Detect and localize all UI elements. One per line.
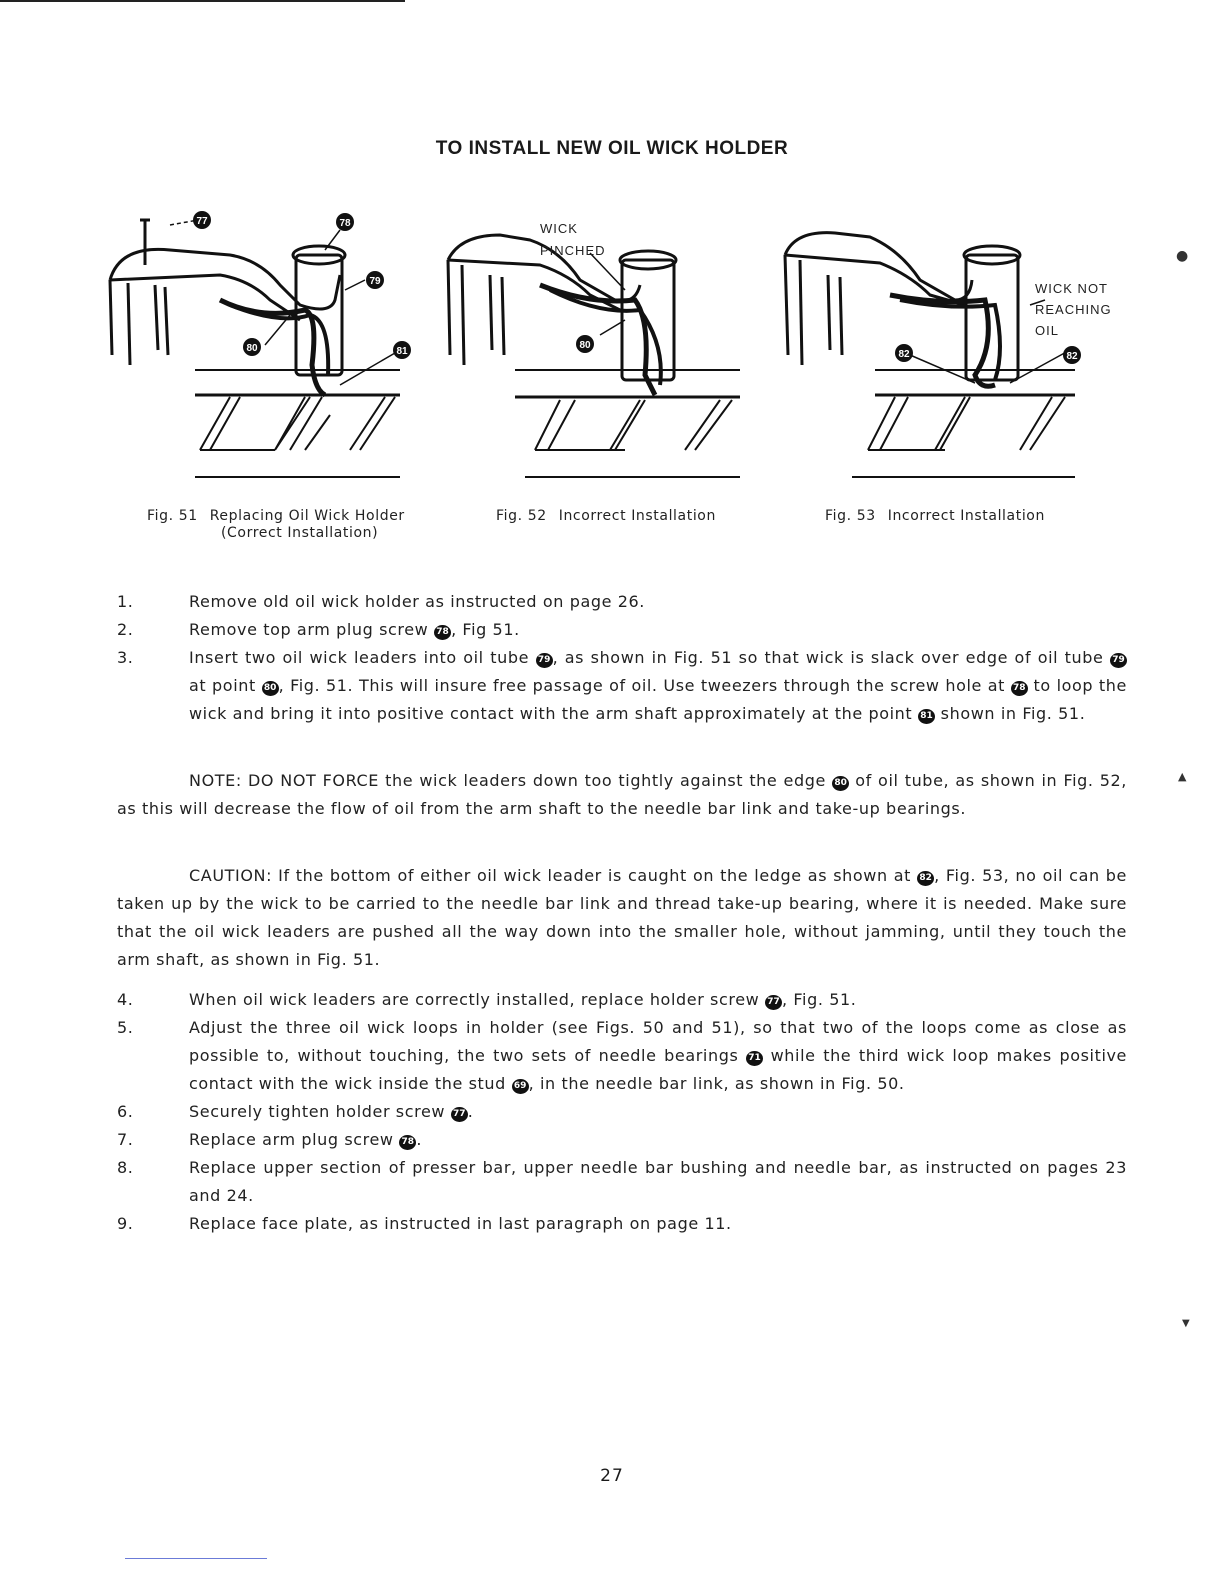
ref-badge: 82	[917, 871, 934, 886]
fig53-caption	[825, 508, 1045, 524]
step-9	[117, 1210, 1127, 1238]
caution-paragraph: CAUTION: If the bottom of either oil wick leader is caught on the ledge as shown at 82 , Fig. 53, no oil can be taken up by the wick to be carried to the needle bar link and thread take-up bearing, where it is needed. Make sure that the oil wick leaders are pushed all the way down into the smaller hole, without jamming, until they touch the arm shaft, as shown in Fig. 51.	[117, 866, 1127, 969]
fig53-caption-number: Fig. 53	[825, 508, 876, 524]
figure-53	[780, 205, 1130, 495]
step-number: 9.	[117, 1214, 134, 1233]
fig52-label-line2: PINCHED	[540, 243, 606, 258]
ref-badge: 81	[918, 709, 935, 724]
ref-badge: 78	[434, 625, 451, 640]
ref-badge: 77	[765, 995, 782, 1010]
figure-51	[100, 205, 430, 495]
step-text: Replace arm plug screw 78 .	[189, 1130, 422, 1149]
callout-80	[243, 338, 261, 356]
step-text: Remove old oil wick holder as instructed on page 26.	[189, 592, 645, 611]
callout-79	[366, 271, 384, 289]
step-4	[117, 986, 1127, 1014]
ref-badge: 80	[832, 776, 849, 791]
step-6	[117, 1098, 1127, 1126]
step-number: 6.	[117, 1102, 134, 1121]
fig51-illustration	[100, 205, 430, 495]
fig53-caption-text: Incorrect Installation	[887, 508, 1045, 524]
step-number: 2.	[117, 620, 134, 639]
svg-text:81: 81	[396, 346, 408, 357]
fig51-caption-text: Replacing Oil Wick Holder	[209, 508, 405, 524]
callout-82-right	[1063, 346, 1081, 364]
step-2	[117, 616, 1127, 644]
step-number: 8.	[117, 1158, 134, 1177]
callout-81	[393, 341, 411, 359]
callout-82-left	[895, 344, 913, 362]
page-number: 27	[600, 1466, 624, 1486]
ref-badge: 71	[746, 1051, 763, 1066]
fig53-label-line1: WICK NOT	[1035, 281, 1108, 296]
step-number: 5.	[117, 1018, 134, 1037]
fig53-label-line2: REACHING	[1035, 302, 1112, 317]
figure-52	[440, 205, 770, 495]
callout-80	[576, 335, 594, 353]
step-5	[117, 1014, 1127, 1098]
svg-text:79: 79	[369, 276, 381, 287]
step-number: 3.	[117, 648, 134, 667]
step-text: Securely tighten holder screw 77 .	[189, 1102, 474, 1121]
fig52-caption-number: Fig. 52	[496, 508, 547, 524]
svg-text:82: 82	[1066, 351, 1078, 362]
step-1	[117, 588, 1127, 616]
step-text: Insert two oil wick leaders into oil tube 79 , as shown in Fig. 51 so that wick is slack over edge of oil tube 79 at point 80 , Fig. 51. This will insure free passage of oil. Use tweezers through the screw hole at 78 to loop the wick and bring it into positive contact with the arm shaft approximately at the point 81 shown in Fig. 51.	[189, 648, 1127, 723]
callout-77	[193, 211, 211, 229]
step-3	[117, 644, 1127, 728]
ref-badge: 69	[512, 1079, 529, 1094]
step-8	[117, 1154, 1127, 1210]
callout-78	[336, 213, 354, 231]
fig51-caption-sub: (Correct Installation)	[221, 525, 379, 541]
scan-speck-mark: ▲	[1178, 770, 1187, 783]
ref-badge: 80	[262, 681, 279, 696]
top-rule	[0, 0, 405, 2]
step-7	[117, 1126, 1127, 1154]
ref-badge: 77	[451, 1107, 468, 1122]
step-text: When oil wick leaders are correctly installed, replace holder screw 77 , Fig. 51.	[189, 990, 857, 1009]
note-paragraph: NOTE: DO NOT FORCE the wick leaders down too tightly against the edge 80 of oil tube, as shown in Fig. 52, as this will decrease the flow of oil from the arm shaft to the needle bar link and take-up bearings.	[117, 771, 1127, 818]
ref-badge: 78	[399, 1135, 416, 1150]
step-number: 7.	[117, 1130, 134, 1149]
step-text: Adjust the three oil wick loops in holder (see Figs. 50 and 51), so that two of the loops come as close as possible to, without touching, the two sets of needle bearings 71 while the third wick loop makes positive contact with the wick inside the stud 69 , in the needle bar link, as shown in Fig. 50.	[189, 1018, 1127, 1093]
svg-text:78: 78	[339, 218, 351, 229]
step-text: Replace upper section of presser bar, upper needle bar bushing and needle bar, as instructed on pages 23 and 24.	[189, 1158, 1127, 1205]
fig52-label-line1: WICK	[540, 221, 578, 236]
svg-text:80: 80	[579, 340, 591, 351]
ref-badge: 79	[1110, 653, 1127, 668]
page-title: TO INSTALL NEW OIL WICK HOLDER	[435, 138, 789, 159]
bottom-rule	[125, 1558, 267, 1559]
fig52-caption-text: Incorrect Installation	[558, 508, 716, 524]
steps-list-a	[117, 588, 1127, 728]
step-number: 4.	[117, 990, 134, 1009]
fig51-caption-number: Fig. 51	[147, 508, 198, 524]
ref-badge: 79	[536, 653, 553, 668]
svg-text:77: 77	[196, 216, 208, 227]
fig52-caption	[496, 508, 716, 524]
fig52-illustration	[440, 205, 770, 495]
svg-text:82: 82	[898, 349, 910, 360]
fig51-caption	[147, 508, 405, 541]
step-number: 1.	[117, 592, 134, 611]
ref-badge: 78	[1011, 681, 1028, 696]
fig53-label-line3: OIL	[1035, 323, 1059, 338]
fig53-illustration	[780, 205, 1130, 495]
step-text: Replace face plate, as instructed in last paragraph on page 11.	[189, 1214, 732, 1233]
scan-speck-mark: ▼	[1182, 1318, 1190, 1329]
svg-text:80: 80	[246, 343, 258, 354]
steps-list-b	[117, 986, 1127, 1238]
scan-speck-mark: ●	[1176, 248, 1189, 264]
step-text: Remove top arm plug screw 78 , Fig 51.	[189, 620, 520, 639]
